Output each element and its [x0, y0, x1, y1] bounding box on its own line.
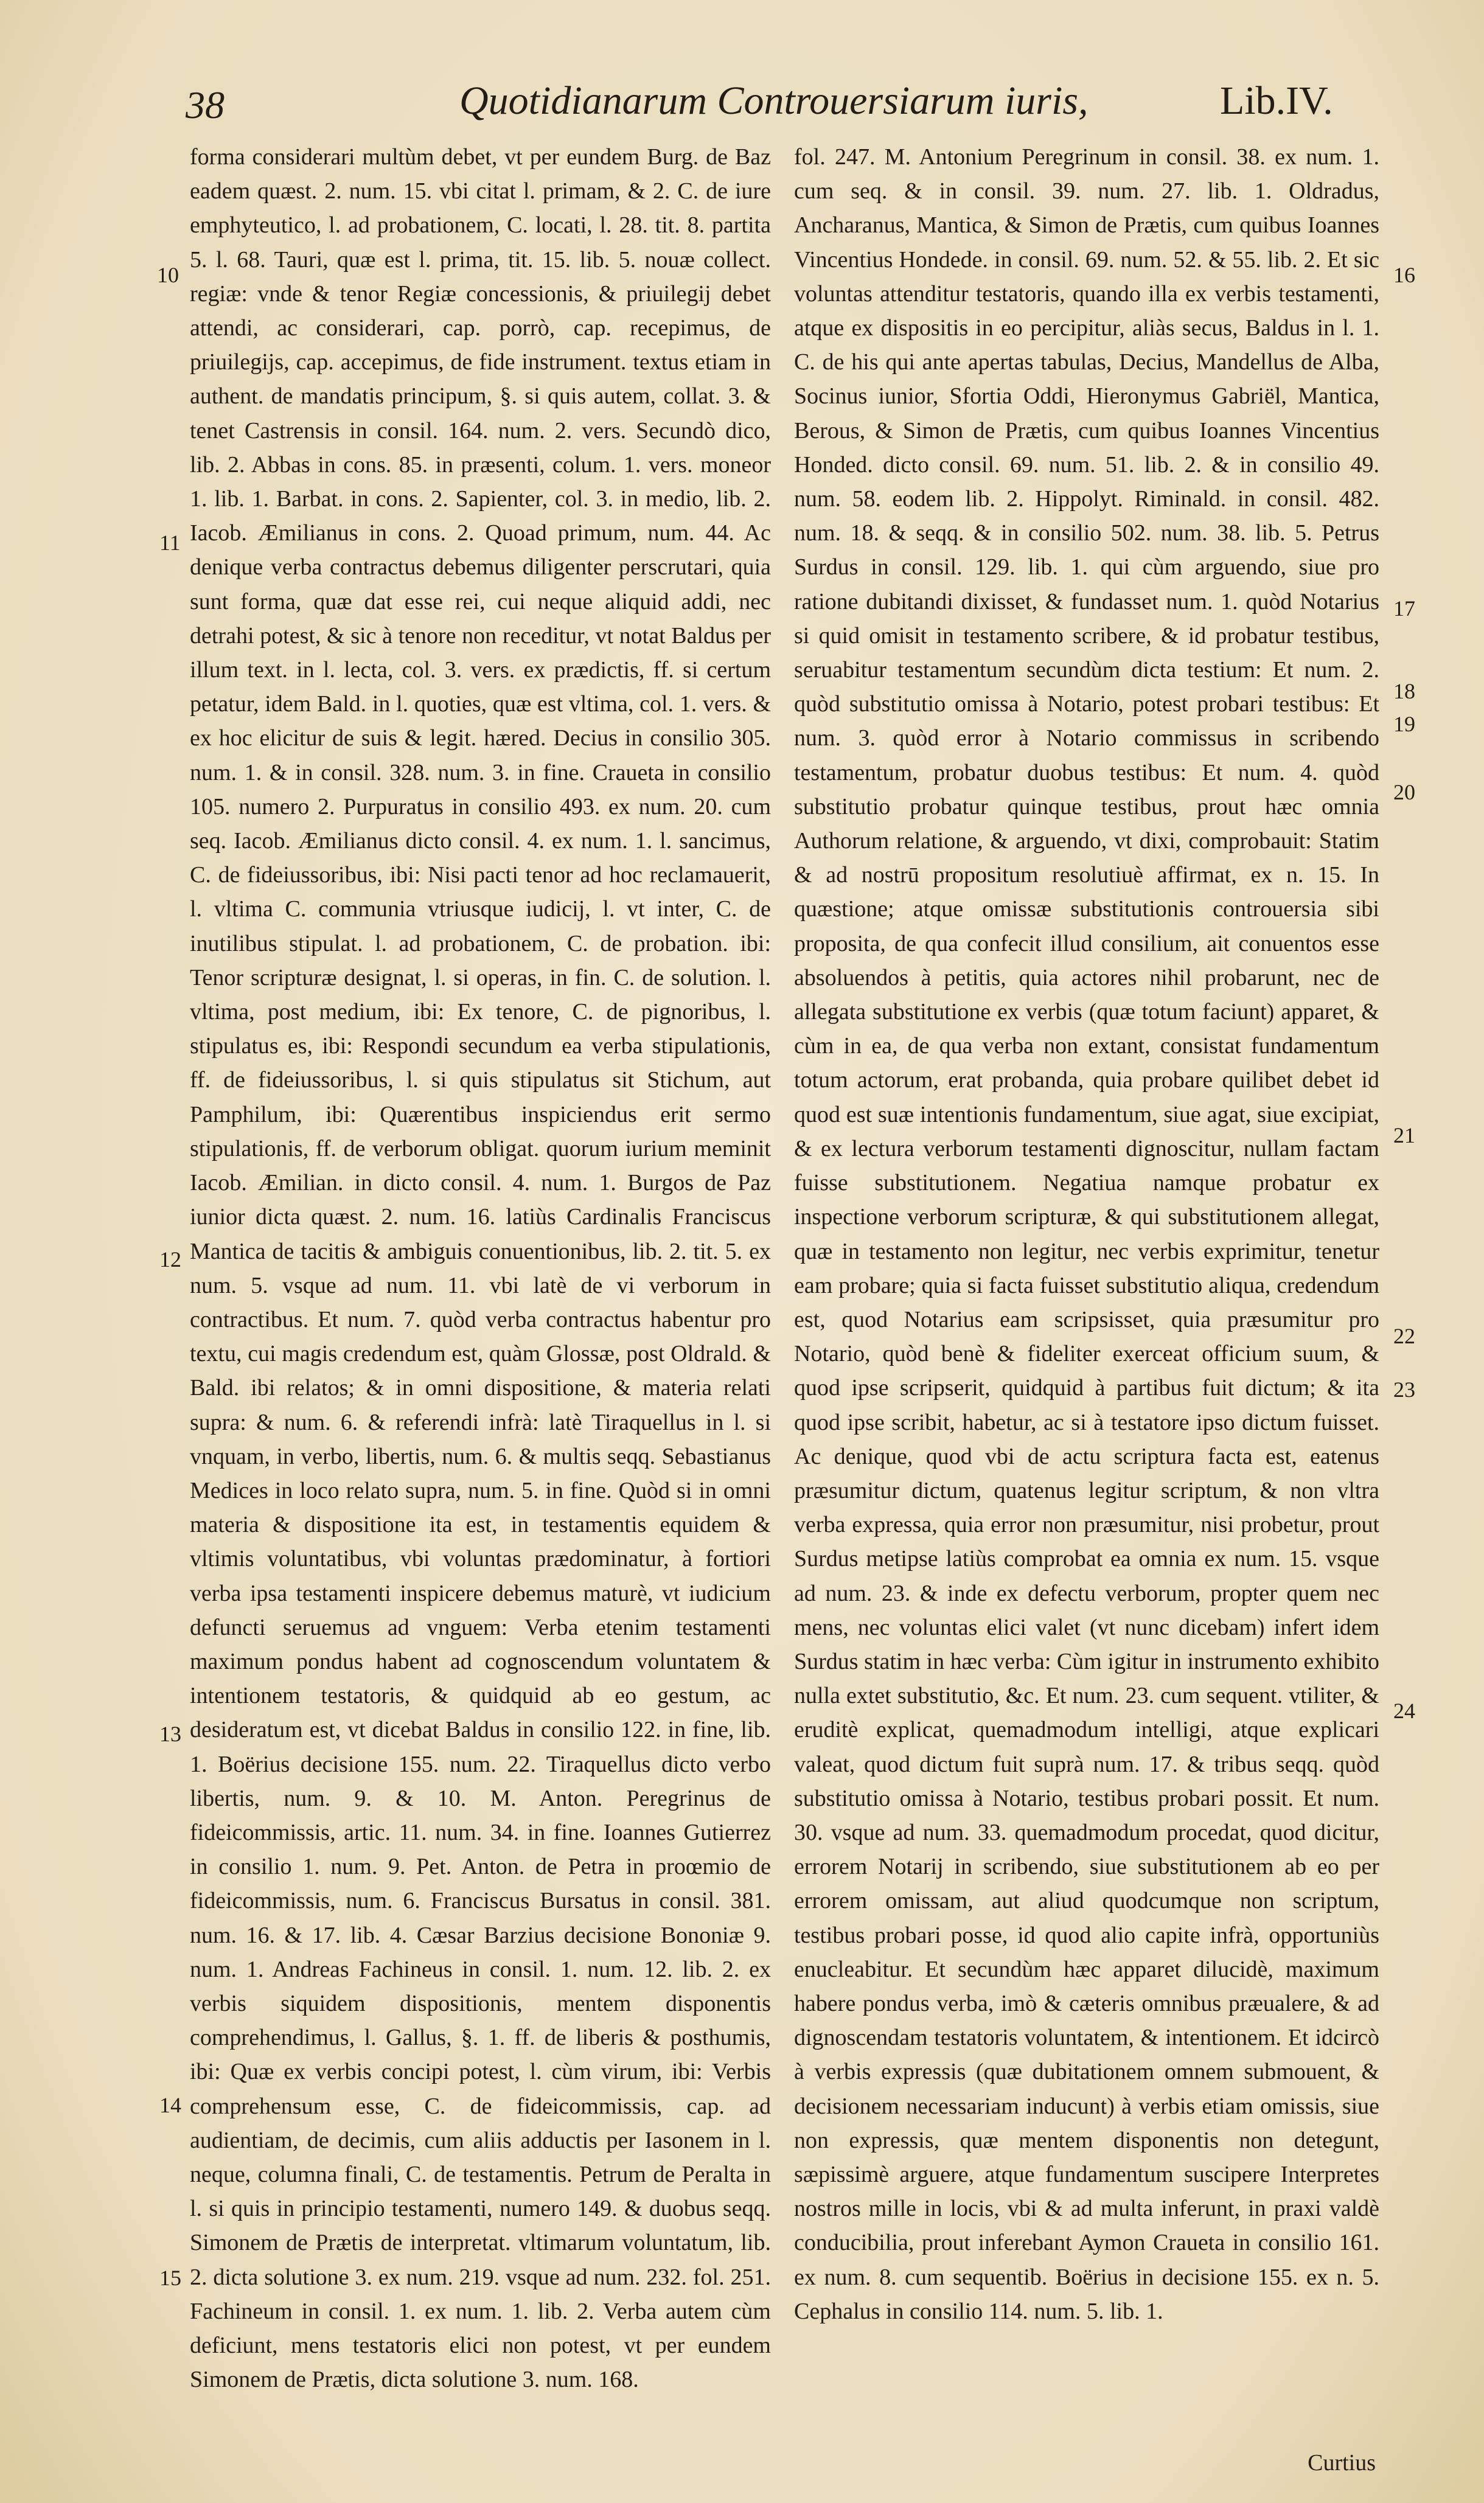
margin-number: 14: [159, 2093, 181, 2117]
margin-number: 17: [1393, 596, 1415, 621]
margin-number: 18: [1393, 679, 1415, 703]
left-column-text: forma considerari multùm debet, vt per eundem Burg. de Baz eadem quæst. 2. num. 15. vbi citat l. primam, & 2. C. de iure emphyteutico, l. ad probationem, C. locati, l. 28. tit. 8. partita 5. l. 68. Tauri, quæ est l. prima, tit. 15. lib. 5. nouæ collect. regiæ: vnde & tenor Regiæ concessionis, & priuilegij debet attendi, ac considerari, cap. porrò, cap. recepimus, de priuilegijs, cap. accepimus, de fide instrument. textus etiam in authent. de mandatis principum, §. si quis autem, collat. 3. & tenet Castrensis in consil. 164. num. 2. vers. Secundò dico, lib. 2. Abbas in cons. 85. in præsenti, colum. 1. vers. moneor 1. lib. 1. Barbat. in cons. 2. Sapienter, col. 3. in medio, lib. 2. Iacob. Æmilianus in cons. 2. Quoad primum, num. 44. Ac denique verba contractus debemus diligenter perscrutari, quia sunt forma, quæ dat esse rei, cui neque aliquid addi, nec detrahi potest, & sic à tenore non receditur, vt notat Baldus per illum text. in l. lecta, col. 3. vers. ex prædictis, ff. si certum petatur, idem Bald. in l. quoties, quæ est vltima, col. 1. vers. & ex hoc elicitur de suis & legit. hæred. Decius in consilio 305. num. 1. & in consil. 328. num. 3. in fine. Craueta in consilio 105. numero 2. Purpuratus in consilio 493. ex num. 20. cum seq. Iacob. Æmilianus dicto consil. 4. ex num. 1. l. sancimus, C. de fideiussoribus, ibi: Nisi pacti tenor ad hoc reclamauerit, l. vltima C. communia vtriusque iudicij, l. vt inter, C. de inutilibus stipulat. l. ad probationem, C. de probation. ibi: Tenor scripturæ designat, l. si operas, in fin. C. de solution. l. vltima, post medium, ibi: Ex tenore, C. de pignoribus, l. stipulatus es, ibi: Respondi secundum ea verba stipulationis, ff. de fideiussoribus, l. si quis stipulatus sit Stichum, aut Pamphilum, ibi: Quærentibus inspiciendus erit sermo stipulationis, ff. de verborum obligat. quorum iurium meminit Iacob. Æmilian. in dicto consil. 4. num. 1. Burgos de Paz iunior dicta quæst. 2. num. 16. latiùs Cardinalis Franciscus Mantica de tacitis & ambiguis conuentionibus, lib. 2. tit. 5. ex num. 5. vsque ad num. 11. vbi latè de vi verborum in contractibus. Et num. 7. quòd verba contractus habentur pro textu, cui magis credendum est, quàm Glossæ, post Oldrald. & Bald. ibi relatos; & in omni dispositione, & materia relati supra: & num. 6. & referendi infrà: latè Tiraquellus in l. si vnquam, in verbo, libertis, num. 6. & multis seqq. Sebastianus Medices in loco relato supra, num. 5. in fine. Quòd si in omni materia & dispositione ita est, in testamentis equidem & vltimis voluntatibus, vbi voluntas prædominatur, à fortiori verba ipsa testamenti inspicere debemus maturè, vt iudicium defuncti seruemus ad vnguem: Verba etenim testamenti maximum pondus habent ad cognoscendum voluntatem & intentionem testatoris, & quidquid ab eo gestum, ac desideratum est, vt dicebat Baldus in consilio 122. in fine, lib. 1. Boërius decisione 155. num. 22. Tiraquellus dicto verbo libertis, num. 9. & 10. M. Anton. Peregrinus de fideicommissis, artic. 11. num. 34. in fine. Ioannes Gutierrez in consilio 1. num. 9. Pet. Anton. de Petra in proœmio de fideicommissis, num. 6. Franciscus Bursatus in consil. 381. num. 16. & 17. lib. 4. Cæsar Barzius decisione Bononiæ 9. num. 1. Andreas Fachineus in consil. 1. num. 12. lib. 2. ex verbis siquidem dispositionis, mentem disponentis comprehendimus, l. Gallus, §. 1. ff. de liberis & posthumis, ibi: Quæ ex verbis concipi potest, l. cùm virum, ibi: Verbis comprehensum esse, C. de fideicommissis, cap. ad audientiam, de decimis, cum aliis adductis per Iasonem in l. neque, columna finali, C. de testamentis. Petrum de Peralta in l. si quis in principio testamenti, numero 149. & duobus seqq. Simonem de Prætis de interpretat. vltimarum voluntatum, lib. 2. dicta solutione 3. ex num. 219. vsque ad num. 232. fol. 251. Fachineum in consil. 1. ex num. 1. lib. 2. Verba autem cùm deficiunt, mens testatoris elici non potest, vt per eundem Simonem de Prætis, dicta solutione 3. num. 168.: [190, 144, 771, 2393]
right-column-text: fol. 247. M. Antonium Peregrinum in consil. 38. ex num. 1. cum seq. & in consil. 39. num. 27. lib. 1. Oldradus, Ancharanus, Mantica, & Simon de Prætis, cum quibus Ioannes Vincentius Hondede. in consil. 69. num. 52. & 55. lib. 2. Et sic voluntas attenditur testatoris, quando illa ex verbis testamenti, atque ex dispositis in eo percipitur, aliàs secus, Baldus in l. 1. C. de his qui ante apertas tabulas, Decius, Mandellus de Alba, Socinus iunior, Sfortia Oddi, Hieronymus Gabriël, Mantica, Berous, & Simon de Prætis, cum quibus Ioannes Vincentius Honded. dicto consil. 69. num. 51. lib. 2. & in consilio 49. num. 58. eodem lib. 2. Hippolyt. Riminald. in consil. 482. num. 18. & seqq. & in consilio 502. num. 38. lib. 5. Petrus Surdus in consil. 129. lib. 1. qui cùm arguendo, siue pro ratione dubitandi dixisset, & fundasset num. 1. quòd Notarius si quid omisit in testamento scribere, & id probatur testibus, seruabitur testamentum secundùm dicta testium: Et num. 2. quòd substitutio omissa à Notario, potest probari testibus: Et num. 3. quòd error à Notario commissus in scribendo testamentum, probatur duobus testibus: Et num. 4. quòd substitutio probatur quinque testibus, prout hæc omnia Authorum relatione, & arguendo, vt dixi, comprobauit: Statim & ad nostrū propositum resolutiuè affirmat, ex n. 15. In quæstione; atque omissæ substitutionis controuersia sibi proposita, de qua confecit illud consilium, ait conuentos esse absoluendos à petitis, quia actores nihil probarunt, nec de allegata substitutione ex verbis (quæ totum faciunt) apparet, & cùm in ea, de qua verba non extant, consistat fundamentum totum actorum, erat probanda, quia probare quilibet debet id quod est suæ intentionis fundamentum, siue agat, siue excipiat, & ex lectura verborum testamenti dignoscitur, nullam factam fuisse substitutionem. Negatiua namque probatur ex inspectione verborum scripturæ, & qui substitutionem allegat, quæ in testamento non legitur, nec verbis exprimitur, tenetur eam probare; quia si facta fuisset substitutio aliqua, credendum est, quod Notarius eam scripsisset, quia præsumitur pro Notario, quòd benè & fideliter exerceat officium suum, & quod ipse scripserit, quidquid à partibus fuit dictum; & ita quod ipse scribit, habetur, ac si à testatore ipso dictum fuisset. Ac denique, quod vbi de actu scriptura facta est, eatenus præsumitur dictum, quatenus legitur scriptum, & non vltra verba expressa, quia error non præsumitur, nisi probetur, prout Surdus metipse latiùs comprobat ea omnia ex num. 15. vsque ad num. 23. & inde ex defectu verborum, propter quem nec mens, nec voluntas elici valet (vt nunc dicebam) infert idem Surdus statim in hæc verba: Cùm igitur in instrumento exhibito nulla extet substitutio, &c. Et num. 23. cum sequent. vtiliter, & eruditè explicat, quemadmodum intelligi, atque explicari valeat, quod dictum fuit suprà num. 17. & tribus seqq. quòd substitutio omissa à Notario, testibus probari possit. Et num. 30. vsque ad num. 33. quemadmodum procedat, quod dicitur, errorem Notarij in scribendo, siue substitutionem ab eo per errorem omissam, aut aliud quodcumque non scriptum, testibus probari posse, id quod alio capite infrà, opportuniùs enucleabitur. Et secundùm hæc apparet dilucidè, maximum habere pondus verba, imò & cæteris omnibus præualere, & ad dignoscendam testatoris voluntatem, & intentionem. Et idcircò à verbis expressis (quæ dubitationem omnem submouent, & decisionem necessariam inducunt) à verbis etiam omissis, siue non expressis, quæ mentem disponentis non detegunt, sæpissimè arguere, atque fundamentum suscipere Interpretes nostros mille in locis, vbi & ad multa inferunt, in praxi valdè conducibilia, prout inferebant Aymon Craueta in consilio 161. ex num. 8. cum sequentib. Boërius in decisione 155. ex n. 5. Cephalus in consilio 114. num. 5. lib. 1.: [794, 144, 1379, 2324]
margin-number: 21: [1393, 1123, 1415, 1147]
margin-number: 11: [159, 531, 181, 555]
margin-number: 24: [1393, 1699, 1415, 1723]
margin-number: 22: [1393, 1324, 1415, 1348]
margin-number: 13: [159, 1722, 181, 1746]
margin-number: 20: [1393, 780, 1415, 804]
catchword: Curtius: [1308, 2450, 1376, 2476]
margin-number: 12: [159, 1247, 181, 1272]
margin-number: 10: [157, 263, 179, 287]
right-column: [794, 140, 1379, 2464]
margin-number: 15: [159, 2266, 181, 2290]
page-header: [186, 74, 1333, 141]
margin-number: 16: [1393, 263, 1415, 287]
margin-number: 19: [1393, 712, 1415, 736]
left-column: [190, 140, 771, 2464]
margin-number: 23: [1393, 1377, 1415, 1402]
book-number: Lib.IV.: [1220, 78, 1333, 123]
running-title: Quotidianarum Controuersiarum iuris,: [459, 78, 1089, 123]
page-number: 38: [186, 83, 225, 127]
